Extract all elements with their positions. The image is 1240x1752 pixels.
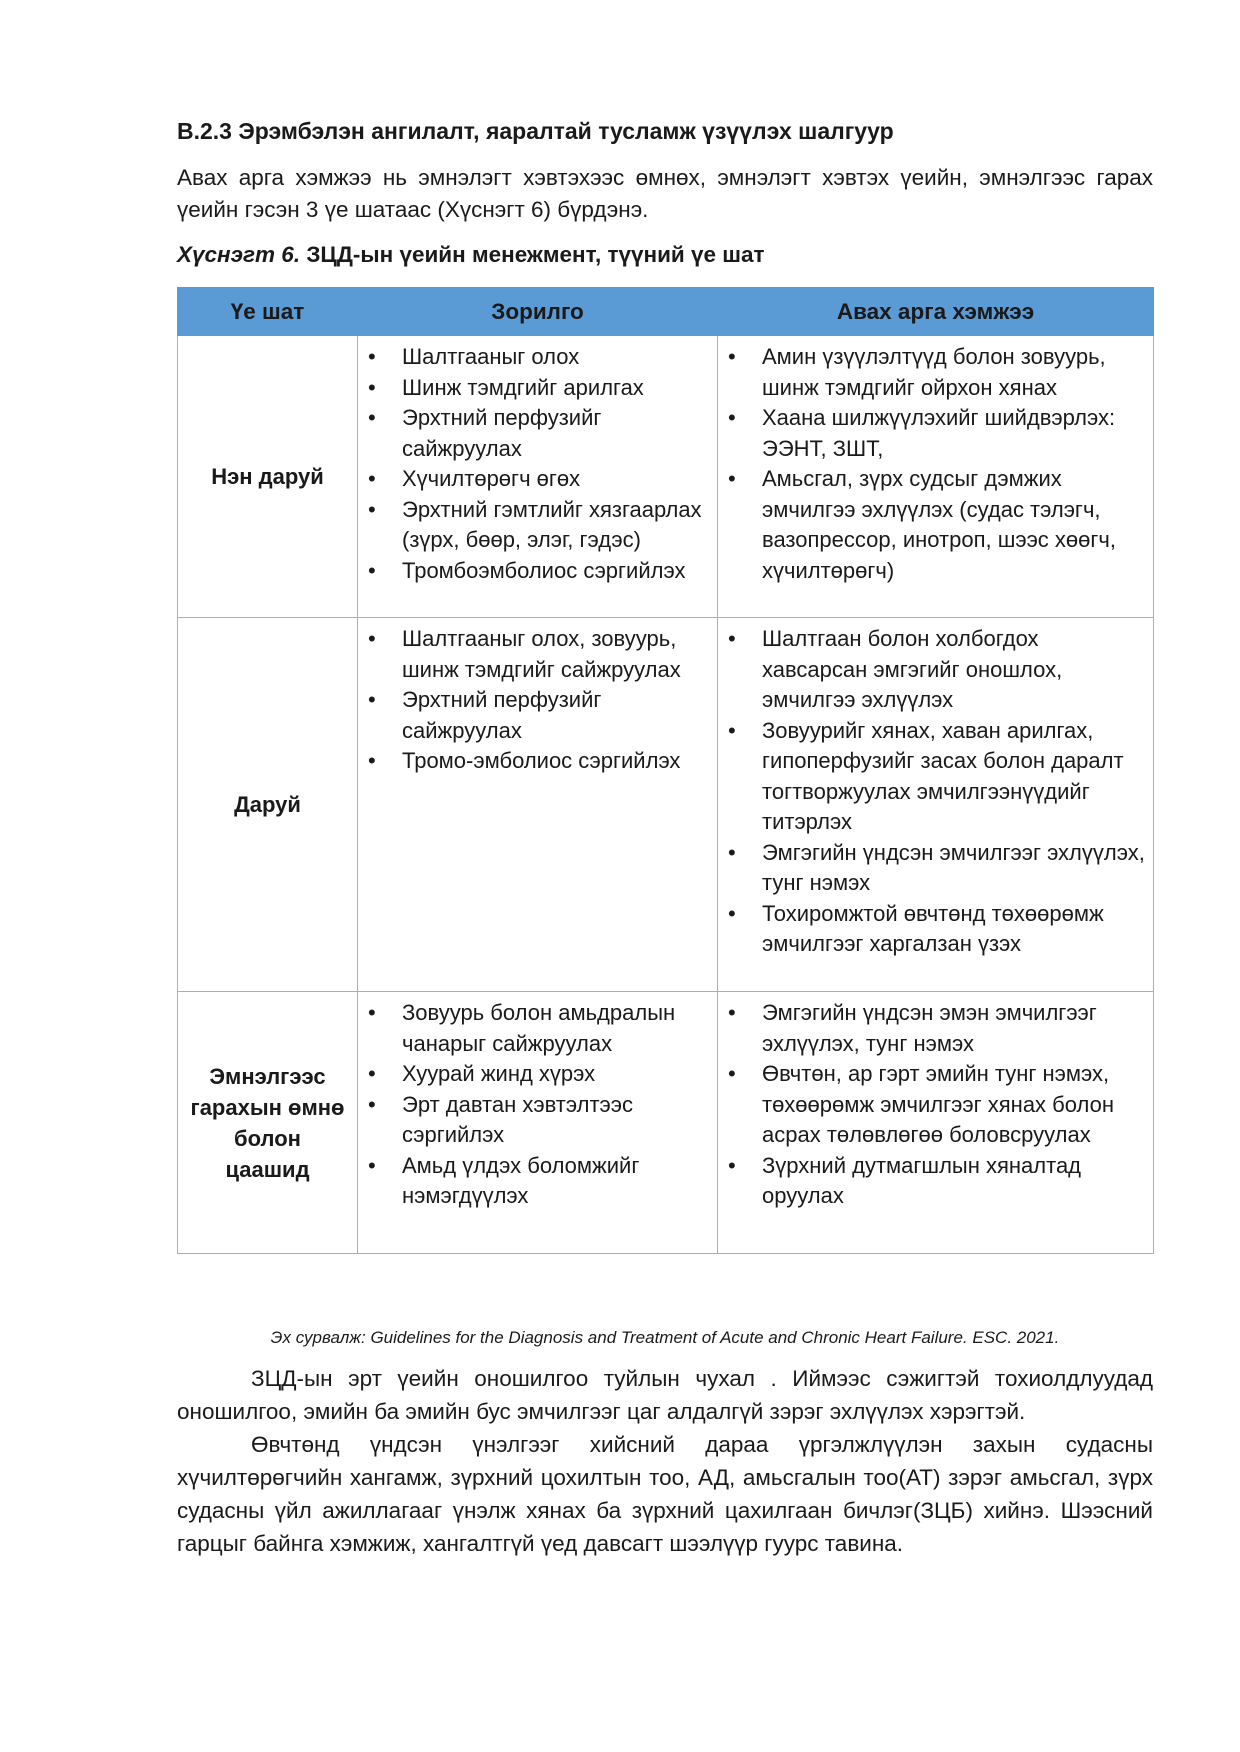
- intro-paragraph: Авах арга хэмжээ нь эмнэлэгт хэвтэхээс өмнөх, эмнэлэгт хэвтэх үеийн, эмнэлгээс гарах үеийн гэсэн 3 үе шатаас (Хүснэгт 6) бүрдэнэ.: [177, 165, 1153, 222]
- table-header-row: [178, 288, 1154, 336]
- list-item: • Шалтгаан болон холбогдох хавсарсан эмгэгийг оношлох, эмчилгээ эхлүүлэх: [718, 624, 1145, 716]
- list-item: • Амьд үлдэх боломжийг нэмэгдүүлэх: [358, 1151, 709, 1212]
- list-item: • Зүрхний дутмагшлын хяналтад оруулах: [718, 1151, 1145, 1212]
- list-item: • Эмгэгийн үндсэн эмэн эмчилгээг эхлүүлэх, тунг нэмэх: [718, 998, 1145, 1059]
- body-text: [177, 1362, 1153, 1560]
- management-table: [177, 287, 1154, 1254]
- header-actions: Авах арга хэмжээ: [718, 288, 1154, 336]
- list-item: • Эрт давтан хэвтэлтээс сэргийлэх: [358, 1090, 709, 1151]
- list-item: • Хуурай жинд хүрэх: [358, 1059, 709, 1090]
- header-goal: Зорилго: [358, 288, 718, 336]
- table-caption-label: Хүснэгт 6.: [177, 242, 301, 267]
- table-row: [178, 336, 1154, 618]
- table-caption: [177, 242, 765, 268]
- list-item: • Тромо-эмболиос сэргийлэх: [358, 746, 709, 777]
- list-item: • Шалтгааныг олох, зовуурь, шинж тэмдгийг сайжруулах: [358, 624, 709, 685]
- body-paragraph: ЗЦД-ын эрт үеийн оношилгоо туйлын чухал . Иймээс сэжигтэй тохиолдлуудад оношилгоо, эмийн ба эмийн бус эмчилгээг цаг алдалгүй зэрэг эхлүүлэх хэрэгтэй.: [177, 1366, 1153, 1424]
- goals-cell: [358, 992, 718, 1254]
- list-item: • Тохиромжтой өвчтөнд төхөөрөмж эмчилгээг харгалзан үзэх: [718, 899, 1145, 960]
- list-item: • Зовуурь болон амьдралын чанарыг сайжруулах: [358, 998, 709, 1059]
- list-item: • Тромбоэмболиос сэргийлэх: [358, 556, 709, 587]
- list-item: • Эмгэгийн үндсэн эмчилгээг эхлүүлэх, тунг нэмэх: [718, 838, 1145, 899]
- goals-cell: [358, 336, 718, 618]
- body-paragraph: Өвчтөнд үндсэн үнэлгээг хийсний дараа үргэлжлүүлэн захын судасны хүчилтөрөгчийн хангамж, зүрхний цохилтын тоо, АД, амьсгалын тоо(АТ) зэрэг амьсгал, зүрх судасны үйл ажиллагааг үнэлж хянах ба зүрхний цахилгаан бичлэг(ЗЦБ) хийнэ. Шээсний гарцыг байнга хэмжиж, хангалтгүй үед давсагт шээлүүр гуурс тавина.: [177, 1432, 1153, 1556]
- section-heading: В.2.3 Эрэмбэлэн ангилалт, яаралтай тусламж үзүүлэх шалгуур: [177, 118, 894, 144]
- list-item: • Эрхтний перфузийг сайжруулах: [358, 685, 709, 746]
- actions-cell: [718, 992, 1154, 1254]
- list-item: • Эрхтний гэмтлийг хязгаарлах (зүрх, бөөр, элэг, гэдэс): [358, 495, 709, 556]
- list-item: • Хаана шилжүүлэхийг шийдвэрлэх: ЭЭНТ, ЗШТ,: [718, 403, 1145, 464]
- list-item: • Шинж тэмдгийг арилгах: [358, 373, 709, 404]
- table-row: [178, 992, 1154, 1254]
- stage-cell: Даруй: [178, 618, 358, 992]
- table-source: Эх сурвалж: Guidelines for the Diagnosis and Treatment of Acute and Chronic Heart Failure. ESC. 2021.: [270, 1328, 1060, 1347]
- actions-cell: [718, 618, 1154, 992]
- table-caption-title: ЗЦД-ын үеийн менежмент, түүний үе шат: [300, 242, 765, 267]
- list-item: • Өвчтөн, ар гэрт эмийн тунг нэмэх, төхөөрөмж эмчилгээг хянах болон асрах төлөвлөгөө боловсруулах: [718, 1059, 1145, 1151]
- list-item: • Эрхтний перфузийг сайжруулах: [358, 403, 709, 464]
- list-item: • Хүчилтөрөгч өгөх: [358, 464, 709, 495]
- stage-cell: Нэн даруй: [178, 336, 358, 618]
- header-stage: Үе шат: [178, 288, 358, 336]
- table-row: [178, 618, 1154, 992]
- list-item: • Зовуурийг хянах, хаван арилгах, гипоперфузийг засах болон даралт тогтворжуулах эмчилгээнүүдийг титэрлэх: [718, 716, 1145, 838]
- list-item: • Амьсгал, зүрх судсыг дэмжих эмчилгээ эхлүүлэх (судас тэлэгч, вазопрессор, инотроп, шээс хөөгч, хүчилтөрөгч): [718, 464, 1145, 586]
- stage-cell: Эмнэлгээс гарахын өмнө болон цаашид: [178, 992, 358, 1254]
- goals-cell: [358, 618, 718, 992]
- list-item: • Шалтгааныг олох: [358, 342, 709, 373]
- actions-cell: [718, 336, 1154, 618]
- list-item: • Амин үзүүлэлтүүд болон зовуурь, шинж тэмдгийг ойрхон хянах: [718, 342, 1145, 403]
